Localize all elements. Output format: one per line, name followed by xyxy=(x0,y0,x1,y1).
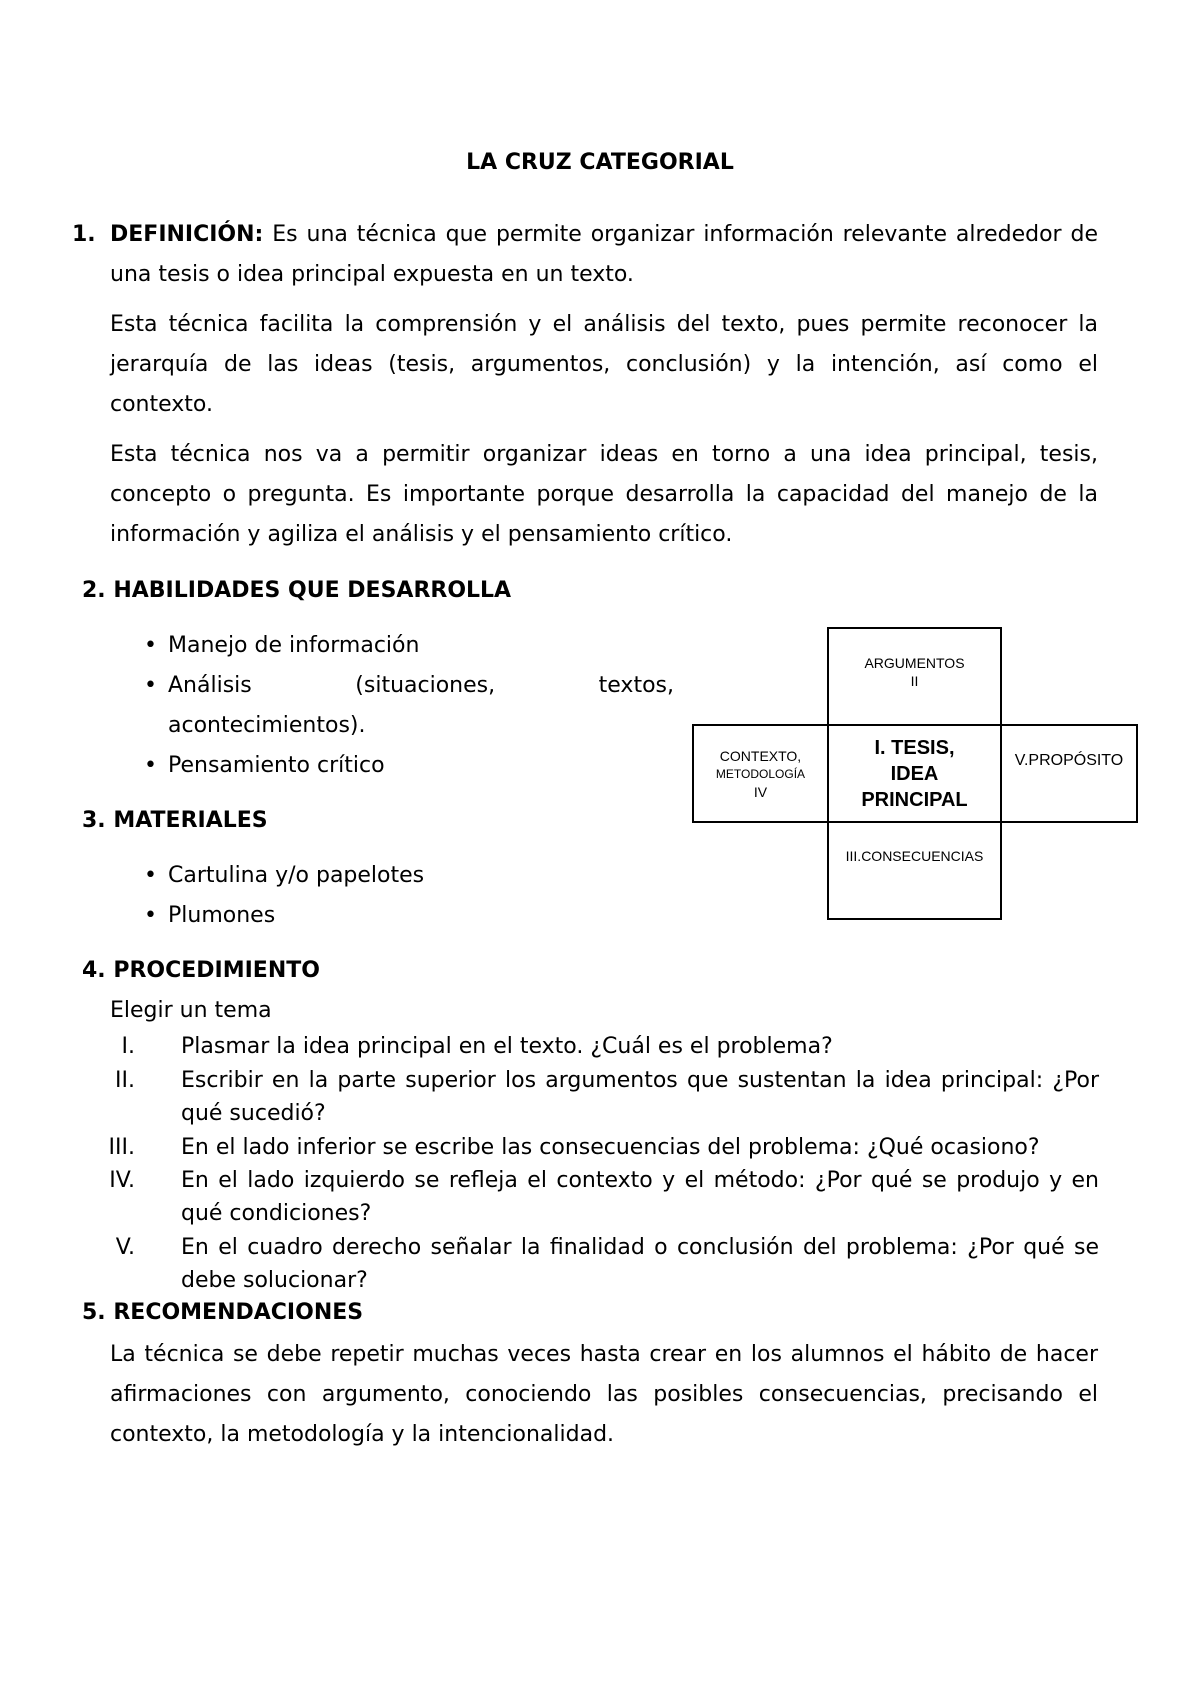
section-materiales xyxy=(82,808,268,833)
section-number: 5. xyxy=(82,1300,106,1325)
bullet-icon: • xyxy=(144,673,157,698)
section-number: 1. xyxy=(72,222,96,247)
section-heading: DEFINICIÓN: xyxy=(110,222,264,247)
paragraph: Esta técnica nos va a permitir organizar ideas en torno a una idea principal, tesis, concepto o pregunta. Es importante porque desarrolla la capacidad del manejo de la información y agiliza el análisis y el pensamiento crítico. xyxy=(110,442,1098,547)
cross-right-cell: V.PROPÓSITO xyxy=(1000,724,1138,823)
section-definicion xyxy=(72,215,1098,295)
section-number: 4. xyxy=(82,958,106,983)
paragraph-text: Es una técnica que permite organizar información relevante alrededor de una tesis o idea principal expuesta en un texto. xyxy=(110,222,1098,287)
section-habilidades xyxy=(82,578,511,603)
paragraph: Esta técnica facilita la comprensión y el análisis del texto, pues permite reconocer la jerarquía de las ideas (tesis, argumentos, conclusión) y la intención, así como el contexto. xyxy=(110,312,1098,417)
section-heading: MATERIALES xyxy=(113,808,268,833)
cross-center-cell: I. TESIS, IDEA PRINCIPAL xyxy=(827,724,1002,823)
cross-left-cell: CONTEXTO, METODOLOGÍA IV xyxy=(692,724,829,823)
page-title: LA CRUZ CATEGORIAL xyxy=(466,150,734,175)
section-number: 3. xyxy=(82,808,106,833)
cross-top-cell: ARGUMENTOS II xyxy=(827,627,1002,726)
section-procedimiento xyxy=(82,958,320,983)
procedure-intro: Elegir un tema xyxy=(110,998,272,1023)
bullet-icon: • xyxy=(144,633,157,658)
section-number: 2. xyxy=(82,578,106,603)
bullet-icon: • xyxy=(144,753,157,778)
section-heading: PROCEDIMIENTO xyxy=(113,958,320,983)
section-heading: HABILIDADES QUE DESARROLLA xyxy=(113,578,512,603)
cross-bottom-cell: III.CONSECUENCIAS xyxy=(827,821,1002,920)
bullet-icon: • xyxy=(144,863,157,888)
section-recomendaciones xyxy=(82,1300,363,1325)
section-heading: RECOMENDACIONES xyxy=(113,1300,364,1325)
paragraph: La técnica se debe repetir muchas veces hasta crear en los alumnos el hábito de hacer afirmaciones con argumento, conociendo las posibles consecuencias, precisando el contexto, la metodología y la intencionalidad. xyxy=(110,1342,1098,1447)
bullet-icon: • xyxy=(144,903,157,928)
